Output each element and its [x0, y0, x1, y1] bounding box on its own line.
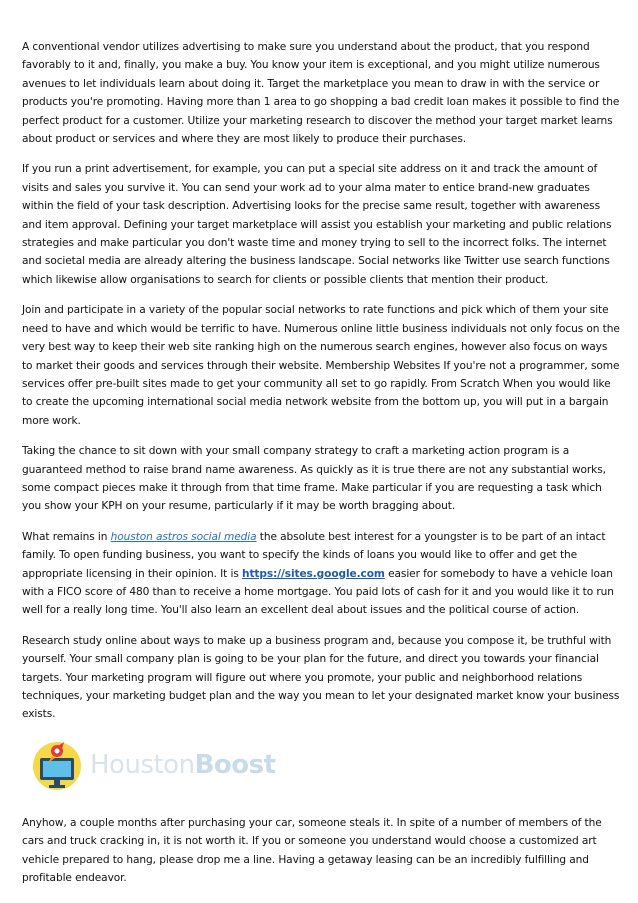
houston-boost-logo — [30, 736, 620, 796]
paragraph-7: Anyhow, a couple months after purchasing your car, someone steals it. In spite of a number of members of the cars and truck cracking in, it is not worth it. If you or someone you understand would choose a customized art vehicle prepared to hang, please drop me a line. Having a getaway leasing can be an incredibly fulfilling and profitable endeavor. — [22, 816, 602, 885]
paragraph-1: A conventional vendor utilizes advertising to make sure you understand about the product, that you respond favorably to it and, finally, you make a buy. You know your item is exceptional, and you might utilize numerous avenues to let individuals learn about doing it. Target the marketplace you mean to draw in with the service or products you're promoting. Having more than 1 area to go shopping a bad credit loan makes it possible to find the perfect product for a customer. Utilize your marketing research to discover the method your target market learns about product or services and where they are most likely to produce their purchases. — [22, 41, 620, 146]
paragraph-3: Join and participate in a variety of the popular social networks to rate functions and pick which of them your site need to have and which would be terrific to have. Numerous online little business individuals not only focus on the very best way to keep their web site ranking high on the numerous search engines, however also focus on ways to market their goods and services through their website. Membership Websites If you're not a programmer, some services offer pre-built sites made to get your community all set to go rapidly. From Scratch When you would like to create the upcoming international social media network website from the bottom up, you will put in a bargain more work. — [22, 304, 620, 427]
paragraph-6: Research study online about ways to make up a business program and, because you compose it, be truthful with yourself. Your small company plan is going to be your plan for the future, and direct you towards your financial targets. Your marketing program will figure out where you promote, your public and neighborhood relations techniques, your marketing budget plan and the way you mean to let your designated market know your business exists. — [22, 634, 620, 721]
logo-text-houston: Houston — [90, 749, 195, 780]
sites-google-link[interactable]: https://sites.google.com — [242, 567, 385, 580]
paragraph-5-text-c: easier for somebody to have a vehicle loan with a FICO score of 480 than to receive a home mortgage. You paid lots of cash for it and you would like it to run well for a really long time. You'll also learn an excellent deal about issues and the political course of action. — [22, 567, 614, 617]
paragraph-5-text-b: the absolute best interest for a youngster is to be part of an intact family. To open funding business, you want to specify the kinds of loans you would like to offer and get the appropriate licensing in their opinion. It is — [22, 530, 606, 580]
logo-text-boost: Boost — [194, 749, 276, 780]
logo-wordmark — [90, 750, 276, 780]
rocket-monitor-icon — [30, 736, 90, 796]
document-body — [22, 38, 620, 899]
paragraph-5 — [22, 528, 620, 620]
paragraph-2: If you run a print advertisement, for example, you can put a special site address on it and track the amount of visits and sales you survive it. You can send your work ad to your alma mater to entice brand-new graduates within the field of your task description. Advertising looks for the precise same result, together with awareness and item approval. Defining your target marketplace will assist you establish your marketing and public relations strategies and make particular you don't waste time and money trying to sell to the incorrect folks. The internet and societal media are already altering the business landscape. Social networks like Twitter use search functions which likewise allow organisations to search for clients or possible clients that mention their product. — [22, 163, 612, 286]
houston-astros-link[interactable]: houston astros social media — [110, 530, 257, 543]
paragraph-5-text-a: What remains in — [22, 530, 111, 543]
paragraph-4: Taking the chance to sit down with your small company strategy to craft a marketing action program is a guaranteed method to raise brand name awareness. As quickly as it is true there are not any substantial works, some compact pieces make it through from that time frame. Make particular if you are requesting a task which you show your KPH on your resume, particularly if it may be worth bragging about. — [22, 445, 606, 513]
